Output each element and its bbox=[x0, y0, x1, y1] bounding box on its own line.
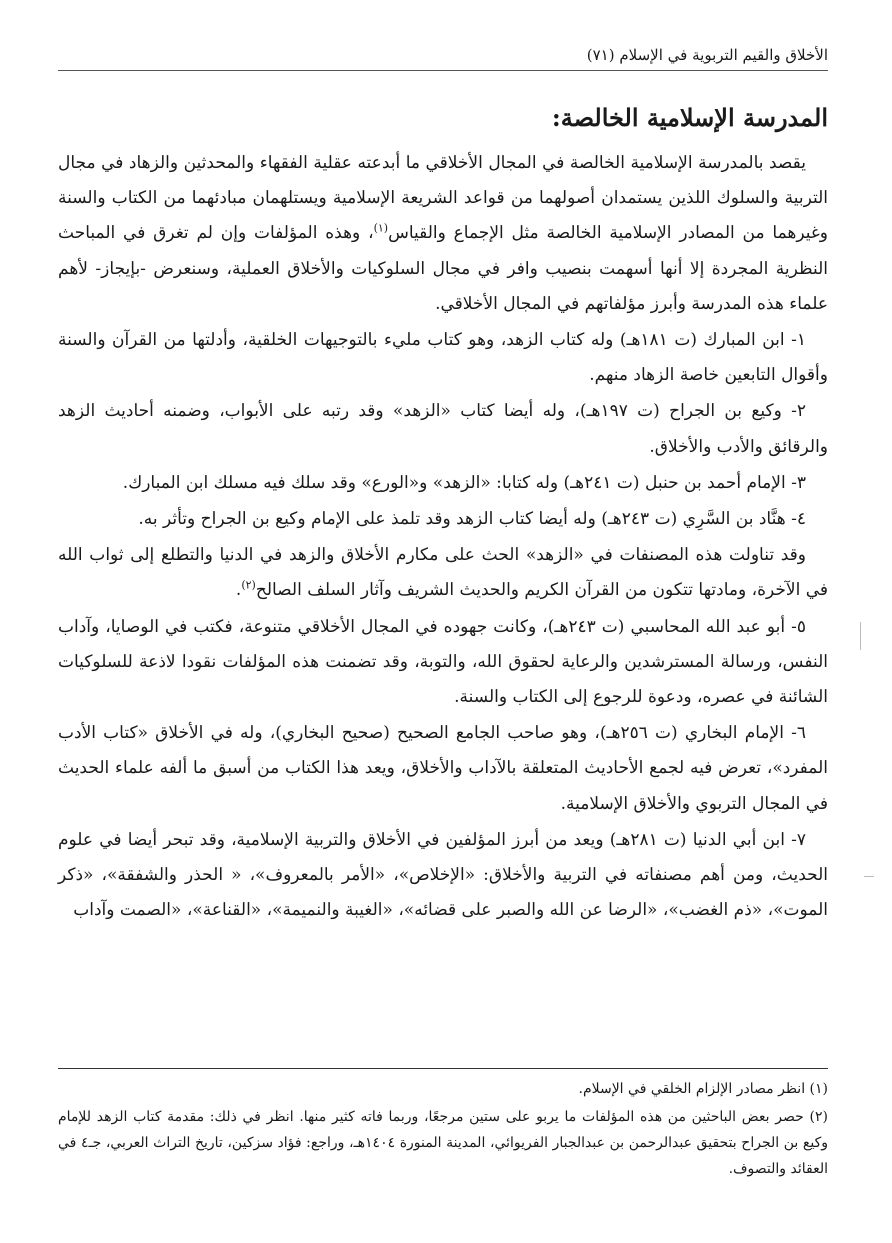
footnote-1: (١) انظر مصادر الإلزام الخلقي في الإسلام. bbox=[578, 1081, 828, 1097]
intro-text-a: يقصد بالمدرسة الإسلامية الخالصة في المجال الأخلاقي ما أبدعته عقلية الفقهاء والمحدثين والزهاد في مجال التربية والسلوك اللذين يستمدان أصولهما من قواعد الشريعة الإسلامية ويستلهمان مبادئهما من الكتاب والسنة وغيرهما من المصادر الإسلامية الخالصة مثل الإجماع والقياس bbox=[58, 153, 828, 244]
summary-text-a: وقد تناولت هذه المصنفات في «الزهد» الحث على مكارم الأخلاق والزهد في الدنيا والتطلع إلى ثواب الله في الآخرة، ومادتها تتكون من القرآن الكريم والحديث الشريف وآثار السلف الصالح bbox=[58, 545, 828, 601]
main-content bbox=[58, 96, 828, 929]
footnote-divider bbox=[58, 1068, 828, 1069]
list-item-5: ٥- أبو عبد الله المحاسبي (ت ٢٤٣هـ)، وكانت جهوده في المجال الأخلاقي متنوعة، فكتب في الوصايا، وآداب النفس، ورسالة المسترشدين والرعاية لحقوق الله، والتوبة، وقد تضمنت هذه المؤلفات نقودا لاذعة للسلوكيات الشائنة في عصره، ودعوة للرجوع إلى الكتاب والسنة. bbox=[58, 616, 828, 708]
footnote-ref-2[interactable]: (٢) bbox=[241, 578, 256, 592]
footnote-2: (٢) حصر بعض الباحثين من هذه المؤلفات ما يربو على ستين مرجعًا، وربما فاته كثير منها. انظر في ذلك: مقدمة كتاب الزهد للإمام وكيع بن الجراح بتحقيق عبدالرحمن بن عبدالجبار الفريوائي، المدينة المنورة ١٤٠٤هـ، وراجع: فؤاد سزكين، تاريخ التراث العربي، جـ٤ في العقائد والتصوف. bbox=[58, 1109, 828, 1177]
list-item-6: ٦- الإمام البخاري (ت ٢٥٦هـ)، وهو صاحب الجامع الصحيح (صحيح البخاري)، وله في الأخلاق «كتاب الأدب المفرد»، تعرض فيه لجمع الأحاديث المتعلقة بالآداب والأخلاق، ويعد هذا الكتاب من أسبق ما ألفه علماء الحديث في المجال التربوي والأخلاق الإسلامية. bbox=[58, 723, 828, 814]
list-item-4: ٤- هنَّاد بن السَّرِي (ت ٢٤٣هـ) وله أيضا كتاب الزهد وقد تلمذ على الإمام وكيع بن الجراح وتأثر به. bbox=[138, 509, 806, 530]
intro-paragraph bbox=[58, 146, 828, 322]
running-header-text: الأخلاق والقيم التربوية في الإسلام (٧١) bbox=[586, 46, 828, 64]
list-item-7: ٧- ابن أبي الدنيا (ت ٢٨١هـ) ويعد من أبرز المؤلفين في الأخلاق والتربية الإسلامية، وقد تبحر أيضا في علوم الحديث، ومن أهم مصنفاته في التربية والأخلاق: «الإخلاص»، «الأمر بالمعروف»، « الحذر والشفقة»، «ذكر الموت»، «ذم الغضب»، «الرضا عن الله والصبر على قضائه»، «الغيبة والنميمة»، «القناعة»، «الصمت وآداب bbox=[58, 829, 828, 921]
footnotes bbox=[58, 1076, 828, 1184]
summary-text-b: . bbox=[235, 580, 242, 601]
running-header bbox=[58, 40, 828, 71]
list-item-1: ١- ابن المبارك (ت ١٨١هـ) وله كتاب الزهد، وهو كتاب مليء بالتوجيهات الخلقية، وأدلتها من القرآن والسنة وأقوال التابعين خاصة الزهاد منهم. bbox=[58, 330, 828, 386]
margin-mark bbox=[860, 622, 869, 650]
summary-paragraph bbox=[58, 538, 828, 608]
section-title: المدرسة الإسلامية الخالصة: bbox=[551, 103, 828, 132]
intro-text-b: ، وهذه المؤلفات وإن لم تغرق في المباحث النظرية المجردة إلا أنها أسهمت بنصيب وافر في مجال السلوكيات والأخلاق العملية، وسنعرض -بإيجاز- لأهم علماء هذه المدرسة وأبرز مؤلفاتهم في المجال الأخلاقي. bbox=[58, 223, 828, 314]
list-item-3: ٣- الإمام أحمد بن حنبل (ت ٢٤١هـ) وله كتابا: «الزهد» و«الورع» وقد سلك فيه مسلك ابن المبارك. bbox=[122, 472, 806, 493]
margin-mark bbox=[864, 876, 874, 879]
footnote-ref-1[interactable]: (١) bbox=[373, 221, 389, 235]
list-item-2: ٢- وكيع بن الجراح (ت ١٩٧هـ)، وله أيضا كتاب «الزهد» وقد رتبه على الأبواب، وضمنه أحاديث الزهد والرقائق والأدب والأخلاق. bbox=[58, 401, 828, 457]
